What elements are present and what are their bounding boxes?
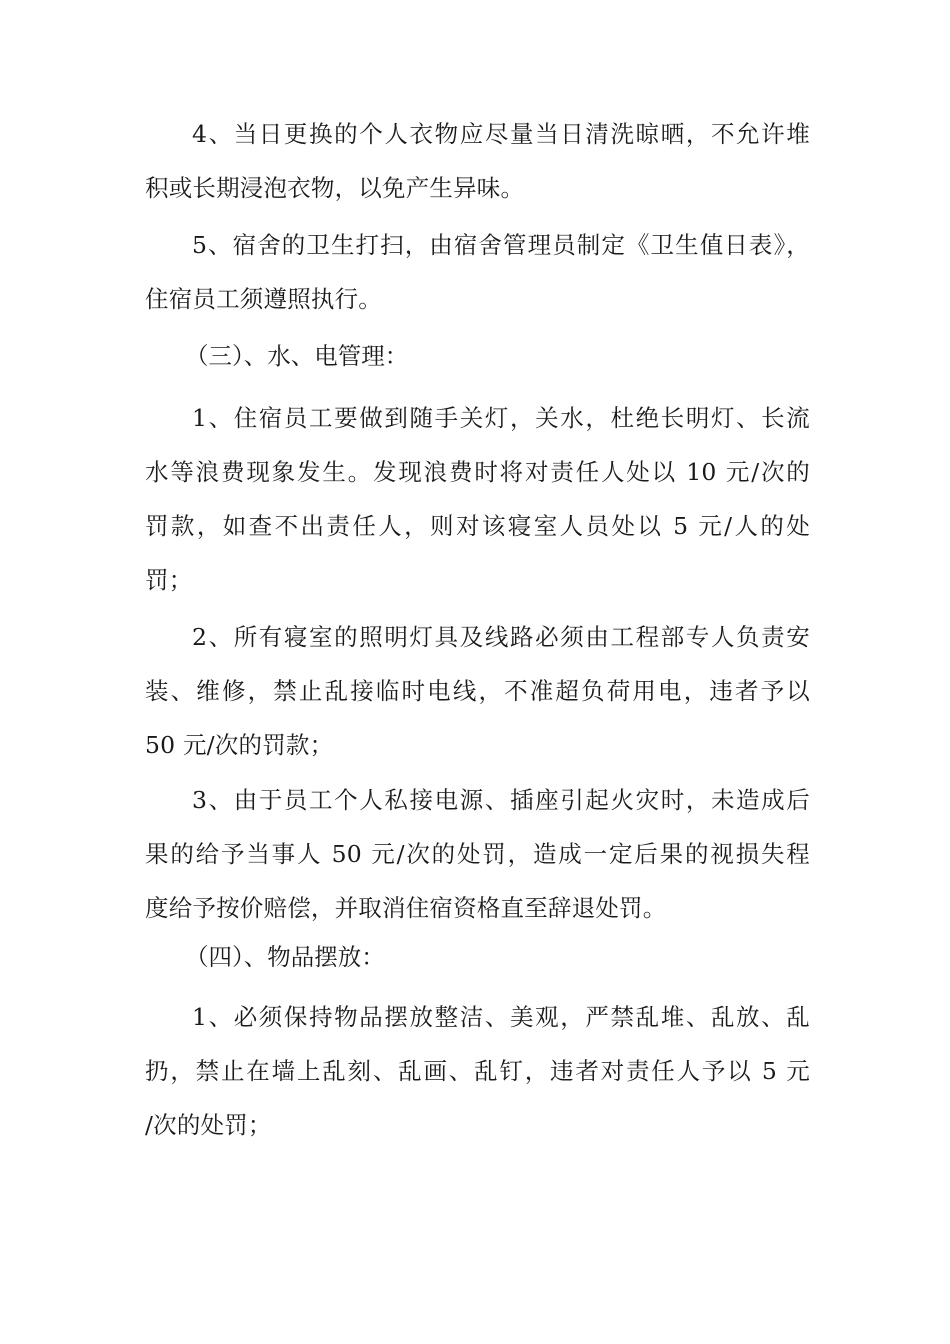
paragraph-water-electricity-2 (145, 610, 810, 772)
paragraph-line: 罚； (145, 566, 193, 594)
paragraph-line: 1、住宿员工要做到随手关灯，关水，杜绝长明灯、长流 (192, 404, 810, 432)
paragraph-line: 住宿员工须遵照执行。 (145, 285, 382, 313)
paragraph-water-electricity-3 (145, 773, 810, 935)
paragraph-line: 5、宿舍的卫生打扫，由宿舍管理员制定《卫生值日表》， (192, 231, 810, 259)
paragraph-line: 罚款，如查不出责任人，则对该寝室人员处以 5 元/人的处 (145, 512, 810, 540)
paragraph-item-4 (145, 107, 810, 215)
paragraph-line: 装、维修，禁止乱接临时电线，不准超负荷用电，违者予以 (145, 677, 810, 705)
paragraph-line: 50 元/次的罚款； (145, 731, 334, 759)
paragraph-line: 扔，禁止在墙上乱刻、乱画、乱钉，违者对责任人予以 5 元 (145, 1057, 810, 1085)
section-heading-water-electricity: （三）、水、电管理： (185, 342, 409, 370)
paragraph-line: 积或长期浸泡衣物，以免产生异味。 (145, 174, 525, 202)
paragraph-line: 1、必须保持物品摆放整洁、美观，严禁乱堆、乱放、乱 (192, 1003, 810, 1031)
paragraph-item-5 (145, 218, 810, 326)
paragraph-line: 果的给予当事人 50 元/次的处罚，造成一定后果的视损失程 (145, 840, 810, 868)
section-heading-item-placement: （四）、物品摆放： (185, 943, 385, 971)
paragraph-line: 水等浪费现象发生。发现浪费时将对责任人处以 10 元/次的 (145, 458, 810, 486)
paragraph-line: 4、当日更换的个人衣物应尽量当日清洗晾晒，不允许堆 (192, 120, 810, 148)
paragraph-item-placement-1 (145, 990, 810, 1152)
paragraph-line: 2、所有寝室的照明灯具及线路必须由工程部专人负责安 (192, 623, 810, 651)
paragraph-line: 3、由于员工个人私接电源、插座引起火灾时，未造成后 (192, 786, 810, 814)
paragraph-line: /次的处罚； (145, 1111, 272, 1139)
paragraph-line: 度给予按价赔偿，并取消住宿资格直至辞退处罚。 (145, 894, 667, 922)
paragraph-water-electricity-1 (145, 391, 810, 607)
